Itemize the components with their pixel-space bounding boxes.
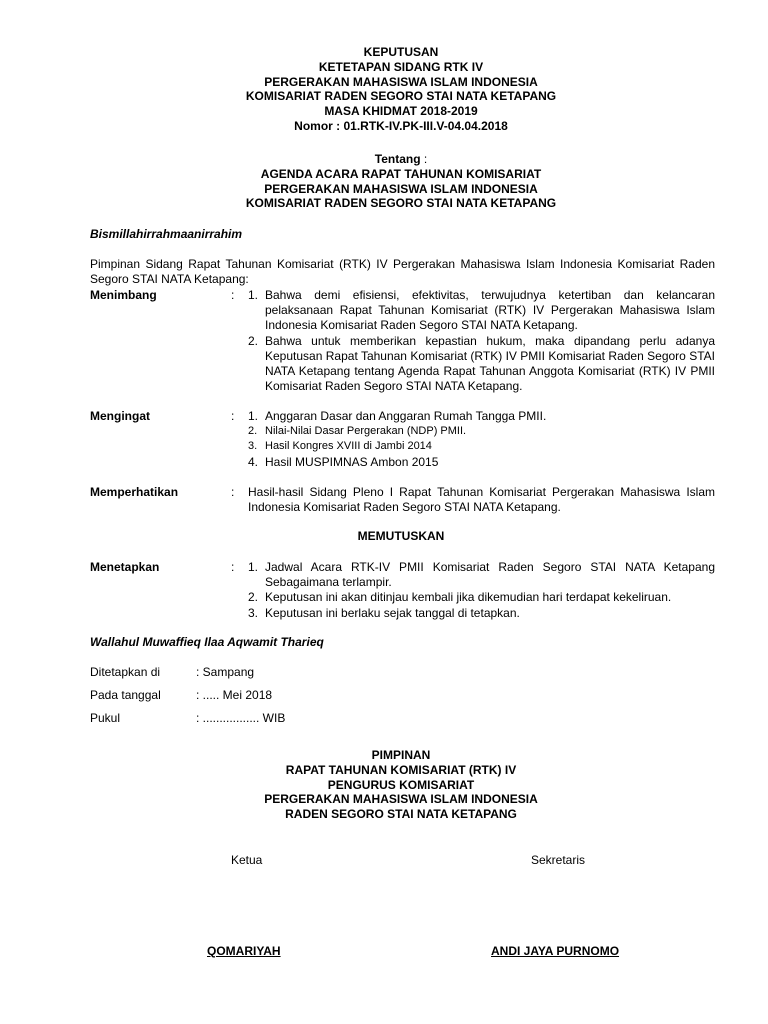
memperhatikan-label: Memperhatikan bbox=[90, 485, 179, 499]
leadership-line: RADEN SEGORO STAI NATA KETAPANG bbox=[285, 807, 517, 822]
header-line: PERGERAKAN MAHASISWA ISLAM INDONESIA bbox=[264, 74, 538, 89]
mengingat-label: Mengingat bbox=[90, 409, 150, 423]
header-line: KETETAPAN SIDANG RTK IV bbox=[318, 59, 484, 74]
memperhatikan-colon: : bbox=[231, 485, 235, 499]
detail-value: : Sampang bbox=[196, 665, 255, 679]
chair-name: QOMARIYAH bbox=[207, 944, 281, 958]
list-item: 2. Nilai-Nilai Dasar Pergerakan (NDP) PMII. bbox=[248, 425, 467, 438]
list-item: 1. Jadwal Acara RTK-IV PMII Komisariat Raden Segoro STAI NATA Ketapang Sebagaimana terlampir. bbox=[248, 560, 715, 590]
leadership-line: PIMPINAN bbox=[371, 748, 431, 762]
intro-paragraph: Pimpinan Sidang Rapat Tahunan Komisariat (RTK) IV Pergerakan Mahasiswa Islam Indonesia Komisariat Raden Segoro STAI NATA Ketapang: bbox=[90, 257, 715, 287]
detail-label: Pada tanggal bbox=[90, 688, 161, 702]
menetapkan-colon: : bbox=[231, 560, 235, 574]
document-header bbox=[0, 45, 768, 134]
leadership-line: PERGERAKAN MAHASISWA ISLAM INDONESIA bbox=[264, 792, 538, 807]
menimbang-list bbox=[248, 288, 715, 394]
list-item: 2. Bahwa untuk memberikan kepastian hukum, maka dipandang perlu adanya Keputusan Rapat Tahunan Komisariat (RTK) IV PMII Komisariat Raden Segoro STAI NATA Ketapang tentang Agenda Rapat Tahunan Anggota Komisariat (RTK) IV PMII Komisariat Raden Segoro STAI NATA Ketapang. bbox=[248, 333, 715, 394]
mengingat-list bbox=[248, 409, 715, 470]
leadership-block bbox=[0, 748, 768, 822]
chair-title: Ketua bbox=[231, 853, 263, 867]
list-item: 1. Bahwa demi efisiensi, efektivitas, terwujudnya ketertiban dan kelancaran pelaksanaan Rapat Tahunan Komisariat (RTK) IV Pergerakan Mahasiswa Islam Indonesia Komisariat Raden Segoro STAI NATA Ketapang. bbox=[248, 288, 715, 333]
menimbang-label: Menimbang bbox=[90, 288, 157, 302]
list-item: 3. Hasil Kongres XVIII di Jambi 2014 bbox=[248, 440, 432, 453]
secretary-title: Sekretaris bbox=[531, 853, 586, 867]
secretary-name: ANDI JAYA PURNOMO bbox=[491, 944, 620, 958]
detail-value: : ..... Mei 2018 bbox=[196, 688, 273, 702]
list-item: 4. Hasil MUSPIMNAS Ambon 2015 bbox=[248, 454, 439, 469]
leadership-line: PENGURUS KOMISARIAT bbox=[327, 777, 475, 792]
leadership-line: RAPAT TAHUNAN KOMISARIAT (RTK) IV bbox=[285, 762, 517, 777]
detail-value: : ................. WIB bbox=[196, 711, 286, 725]
memperhatikan-text: Hasil-hasil Sidang Pleno I Rapat Tahunan Komisariat Pergerakan Mahasiswa Islam Indonesia Komisariat Raden Segoro STAI NATA Ketapang. bbox=[248, 485, 715, 515]
menimbang-colon: : bbox=[231, 288, 235, 302]
header-line: MASA KHIDMAT 2018-2019 bbox=[324, 104, 478, 119]
topic-line: AGENDA ACARA RAPAT TAHUNAN KOMISARIAT bbox=[260, 166, 542, 181]
topic-line: PERGERAKAN MAHASISWA ISLAM INDONESIA bbox=[264, 181, 538, 196]
opening-basmalah: Bismillahirrahmaanirrahim bbox=[90, 227, 243, 241]
header-line: KOMISARIAT RADEN SEGORO STAI NATA KETAPANG bbox=[245, 89, 557, 104]
header-line: KEPUTUSAN bbox=[363, 45, 439, 59]
topic-label: Tentang bbox=[374, 152, 421, 166]
list-item: 3. Keputusan ini berlaku sejak tanggal di tetapkan. bbox=[248, 605, 520, 620]
list-item: 2. Keputusan ini akan ditinjau kembali jika dikemudian hari terdapat kekeliruan. bbox=[248, 590, 672, 605]
topic-line: KOMISARIAT RADEN SEGORO STAI NATA KETAPANG bbox=[245, 196, 557, 211]
detail-label: Pukul bbox=[90, 711, 121, 725]
decree-number: Nomor : 01.RTK-IV.PK-III.V-04.04.2018 bbox=[294, 118, 508, 133]
topic-block bbox=[0, 152, 768, 211]
mengingat-colon: : bbox=[231, 409, 235, 423]
menetapkan-list bbox=[248, 560, 715, 621]
closing-phrase: Wallahul Muwaffieq Ilaa Aqwamit Tharieq bbox=[90, 635, 324, 649]
detail-label: Ditetapkan di bbox=[90, 665, 161, 679]
decision-heading: MEMUTUSKAN bbox=[357, 529, 445, 543]
menetapkan-label: Menetapkan bbox=[90, 560, 160, 574]
topic-colon: : bbox=[420, 152, 428, 166]
list-item: 1. Anggaran Dasar dan Anggaran Rumah Tangga PMII. bbox=[248, 409, 547, 423]
